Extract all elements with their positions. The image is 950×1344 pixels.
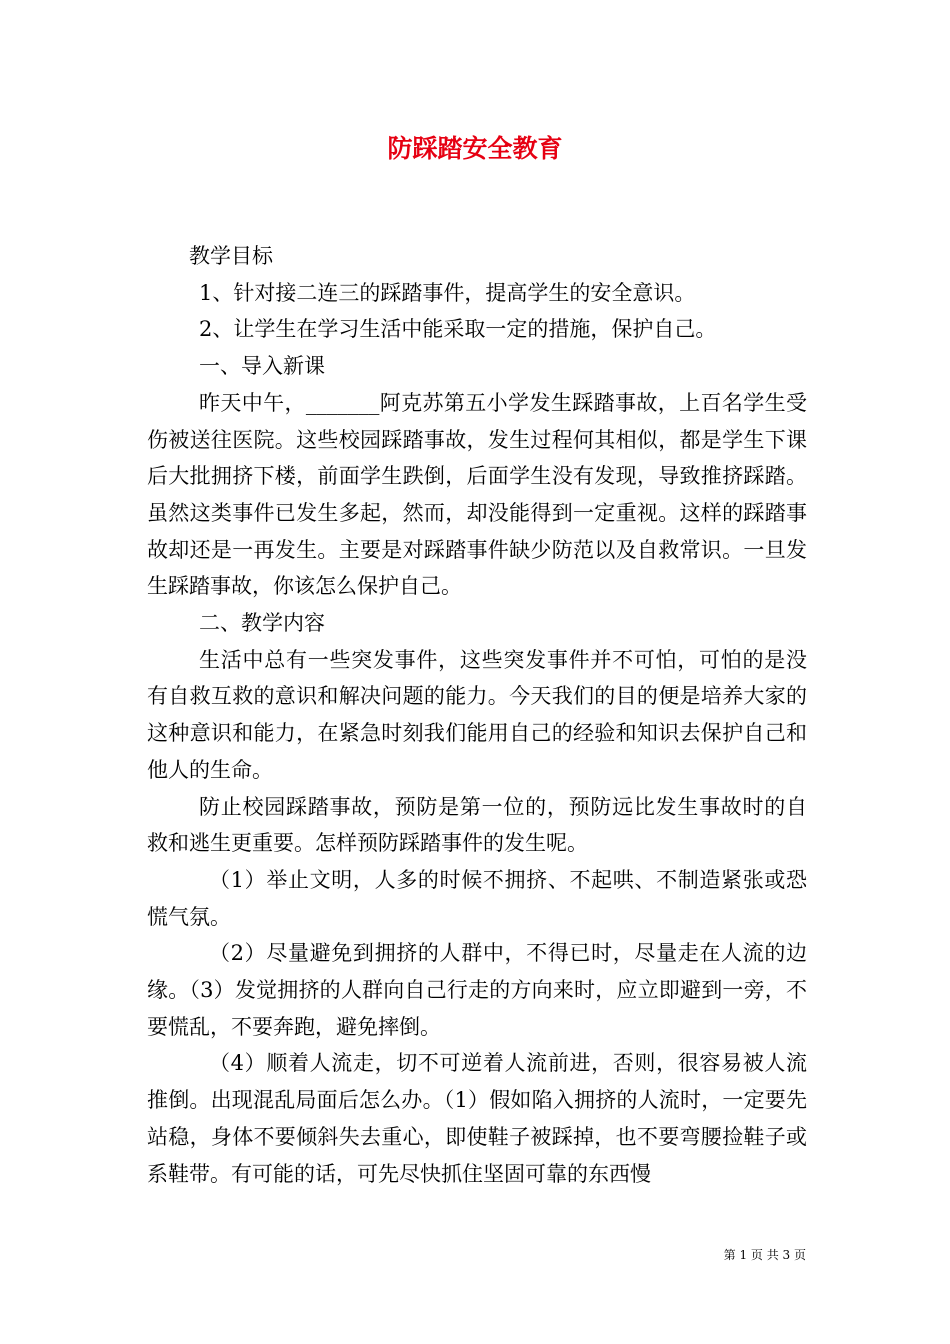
section-heading-content: 二、教学内容: [199, 611, 325, 636]
list-item: （1）举止文明，人多的时候不拥挤、不起哄、不制造紧张或恐慌气氛。: [147, 867, 807, 929]
paragraph: 昨天中午，_______阿克苏第五小学发生踩踏事故，上百名学生受伤被送往医院。这些校园踩踏事故，发生过程何其相似，都是学生下课后大批拥挤下楼，前面学生跌倒，后面学生没有发现，导致推挤踩踏。虽然这类事件已发生多起，然而，却没能得到一定重视。这样的踩踏事故却还是一再发生。主要是对踩踏事件缺少防范以及自救常识。一旦发生踩踏事故，你该怎么保护自己。: [147, 390, 807, 599]
section-heading-intro: 一、导入新课: [199, 354, 325, 379]
document-body: [147, 238, 807, 1192]
page-number: 第 1 页 共 3 页: [723, 1248, 806, 1262]
paragraph: 生活中总有一些突发事件，这些突发事件并不可怕，可怕的是没有自救互救的意识和解决问题的能力。今天我们的目的便是培养大家的这种意识和能力，在紧急时刻我们能用自己的经验和知识去保护自己和他人的生命。: [147, 647, 807, 782]
list-item: （2）尽量避免到拥挤的人群中，不得已时，尽量走在人流的边缘。（3）发觉拥挤的人群向自己行走的方向来时，应立即避到一旁，不要慌乱，不要奔跑，避免摔倒。: [147, 941, 807, 1039]
objective-item: 2、让学生在学习生活中能采取一定的措施，保护自己。: [199, 317, 717, 342]
list-item: （4）顺着人流走，切不可逆着人流前进，否则，很容易被人流推倒。出现混乱局面后怎么办。（1）假如陷入拥挤的人流时，一定要先站稳，身体不要倾斜失去重心，即使鞋子被踩掉，也不要弯腰捡鞋子或系鞋带。有可能的话，可先尽快抓住坚固可靠的东西慢: [147, 1051, 807, 1186]
page-title: 防踩踏安全教育: [387, 134, 563, 163]
section-heading-objectives: 教学目标: [189, 244, 273, 268]
objective-item: 1、针对接二连三的踩踏事件，提高学生的安全意识。: [199, 280, 696, 305]
paragraph: 防止校园踩踏事故，预防是第一位的，预防远比发生事故时的自救和逃生更重要。怎样预防踩踏事件的发生呢。: [147, 794, 807, 856]
